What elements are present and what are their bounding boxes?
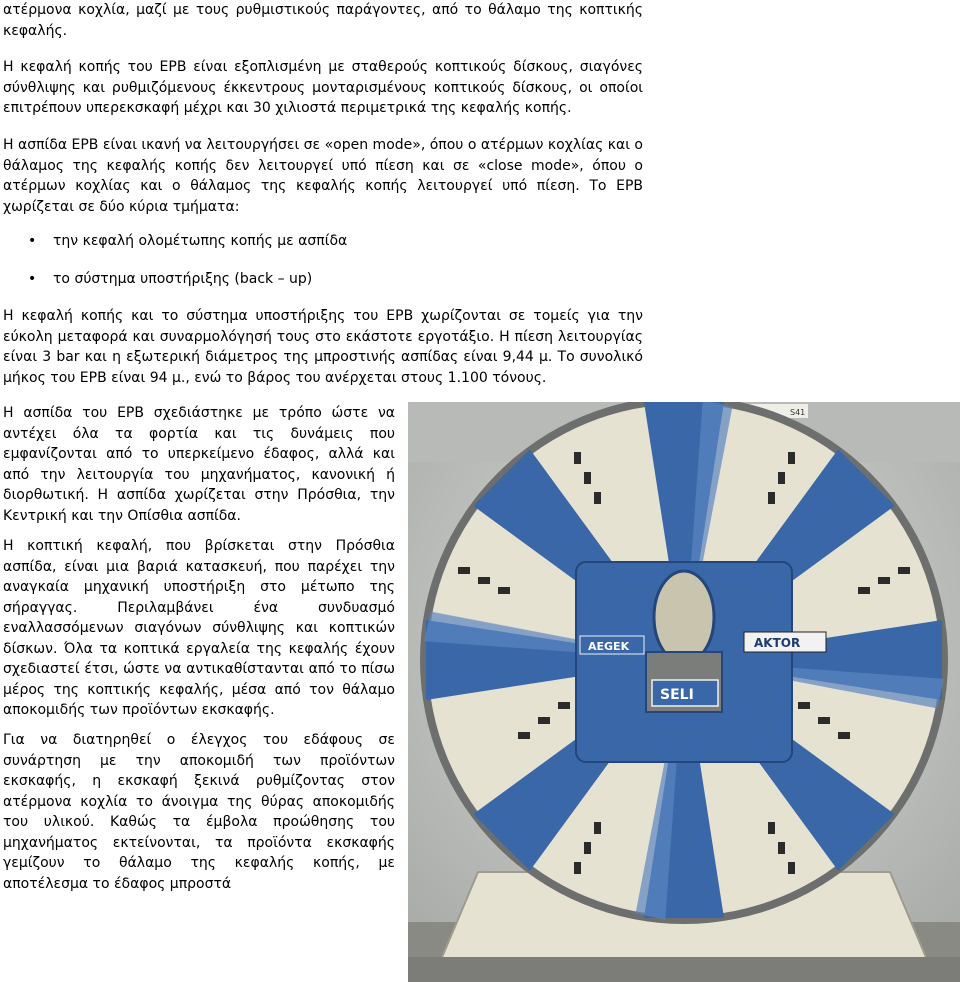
paragraph-epb-modes: Η ασπίδα EPB είναι ικανή να λειτουργήσει σε «open mode», όπου ο ατέρμων κοχλίας και ο θάλαμος της κεφαλής κοπής δεν λειτουργεί υπό πίεση και σε «close mode», όπου ο ατέρμων κοχλίας και ο θάλαμος της κεφαλής κοπής λειτουργεί υπό πίεση. Το EPB χωρίζεται σε δύο κύρια τμήματα: [3, 137, 643, 215]
factory-sign-text: S41 [790, 408, 806, 417]
paragraph-intro-continuation: ατέρμονα κοχλία, μαζί με τους ρυθμιστικούς παράγοντες, από το θάλαμο της κοπτικής κεφαλής. [3, 2, 643, 39]
bullet-icon: • [28, 271, 37, 287]
bullet-list-epb-parts [0, 228, 643, 304]
paragraph-sections-dimensions: Η κεφαλή κοπής και το σύστημα υποστήριξης του EPB χωρίζονται σε τομείς για την εύκολη μεταφορά και συναρμολόγησή τους στο εκάστοτε εργοτάξιο. Η πίεση λειτουργίας είναι 3 bar και η εξωτερική διάμετρος της μπροστινής ασπίδας είναι 9,44 μ. Το συνολικό μήκος του EPB είναι 94 μ., ενώ το βάρος του ανέρχεται στους 1.100 τόνους. [3, 308, 643, 386]
list-item-text: την κεφαλή ολομέτωπης κοπής με ασπίδα [53, 233, 348, 249]
logo-aktor-text: AKTOR [754, 636, 801, 650]
list-item [0, 266, 643, 304]
tbm-cutterhead-photo [408, 402, 960, 982]
logo-seli-text: SELI [660, 687, 694, 703]
paragraph-cutter-head-structure: Η κοπτική κεφαλή, που βρίσκεται στην Πρόσθια ασπίδα, είναι μια βαριά κατασκευή, που παρέχει την αναγκαία μηχανική υποστήριξη στο μέτωπο της σήραγγας. Περιλαμβάνει ένα συνδυασμό εναλλασσόμενων σιαγόνων σύνθλιψης και κοπτικών δίσκων. Όλα τα κοπτικά εργαλεία της κεφαλής έχουν σχεδιαστεί έτσι, ώστε να αντικαθίστανται από το πίσω μέρος της κοπτικής κεφαλής, μέσα από τον θάλαμο αποκομιδής των προϊόντων εκσκαφής. [3, 538, 395, 718]
paragraph-ground-control: Για να διατηρηθεί ο έλεγχος του εδάφους σε συνάρτηση με την αποκομιδή των προϊόντων εκσκαφής, η εκσκαφή ξεκινά ρυθμίζοντας στον ατέρμονα κοχλία το άνοιγμα της θύρας αποκομιδής του υλικού. Καθώς τα έμβολα προώθησης του μηχανήματος εκτείνονται, τα προϊόντα εκσκαφής γεμίζουν το θάλαμο της κεφαλής κοπής, με αποτέλεσμα το έδαφος μπροστά [3, 732, 395, 892]
hub-opening [654, 571, 714, 663]
list-item-text: το σύστημα υποστήριξης (back – up) [53, 271, 313, 287]
bullet-icon: • [28, 233, 37, 249]
list-item [0, 228, 643, 266]
paragraph-cutting-head: Η κεφαλή κοπής του EPB είναι εξοπλισμένη με σταθερούς κοπτικούς δίσκους, σιαγόνες σύνθλιψης και ρυθμιζόμενους έκκεντρους μονταρισμένους κοπτικούς δίσκους, οι οποίοι επιτρέπουν υπερεκσκαφή μέχρι και 30 χιλιοστά περιμετρικά της κεφαλής κοπής. [3, 59, 643, 116]
paragraph-shield-design: Η ασπίδα του EPB σχεδιάστηκε με τρόπο ώστε να αντέχει όλα τα φορτία και τις δυνάμεις που εμφανίζονται από το υπερκείμενο έδαφος, αλλά και από την λειτουργία του μηχανήματος, κανονική ή διορθωτική. Η ασπίδα χωρίζεται στην Πρόσθια, την Κεντρική και την Οπίσθια ασπίδα. [3, 405, 395, 524]
logo-aegek-text: AEGEK [588, 640, 630, 653]
